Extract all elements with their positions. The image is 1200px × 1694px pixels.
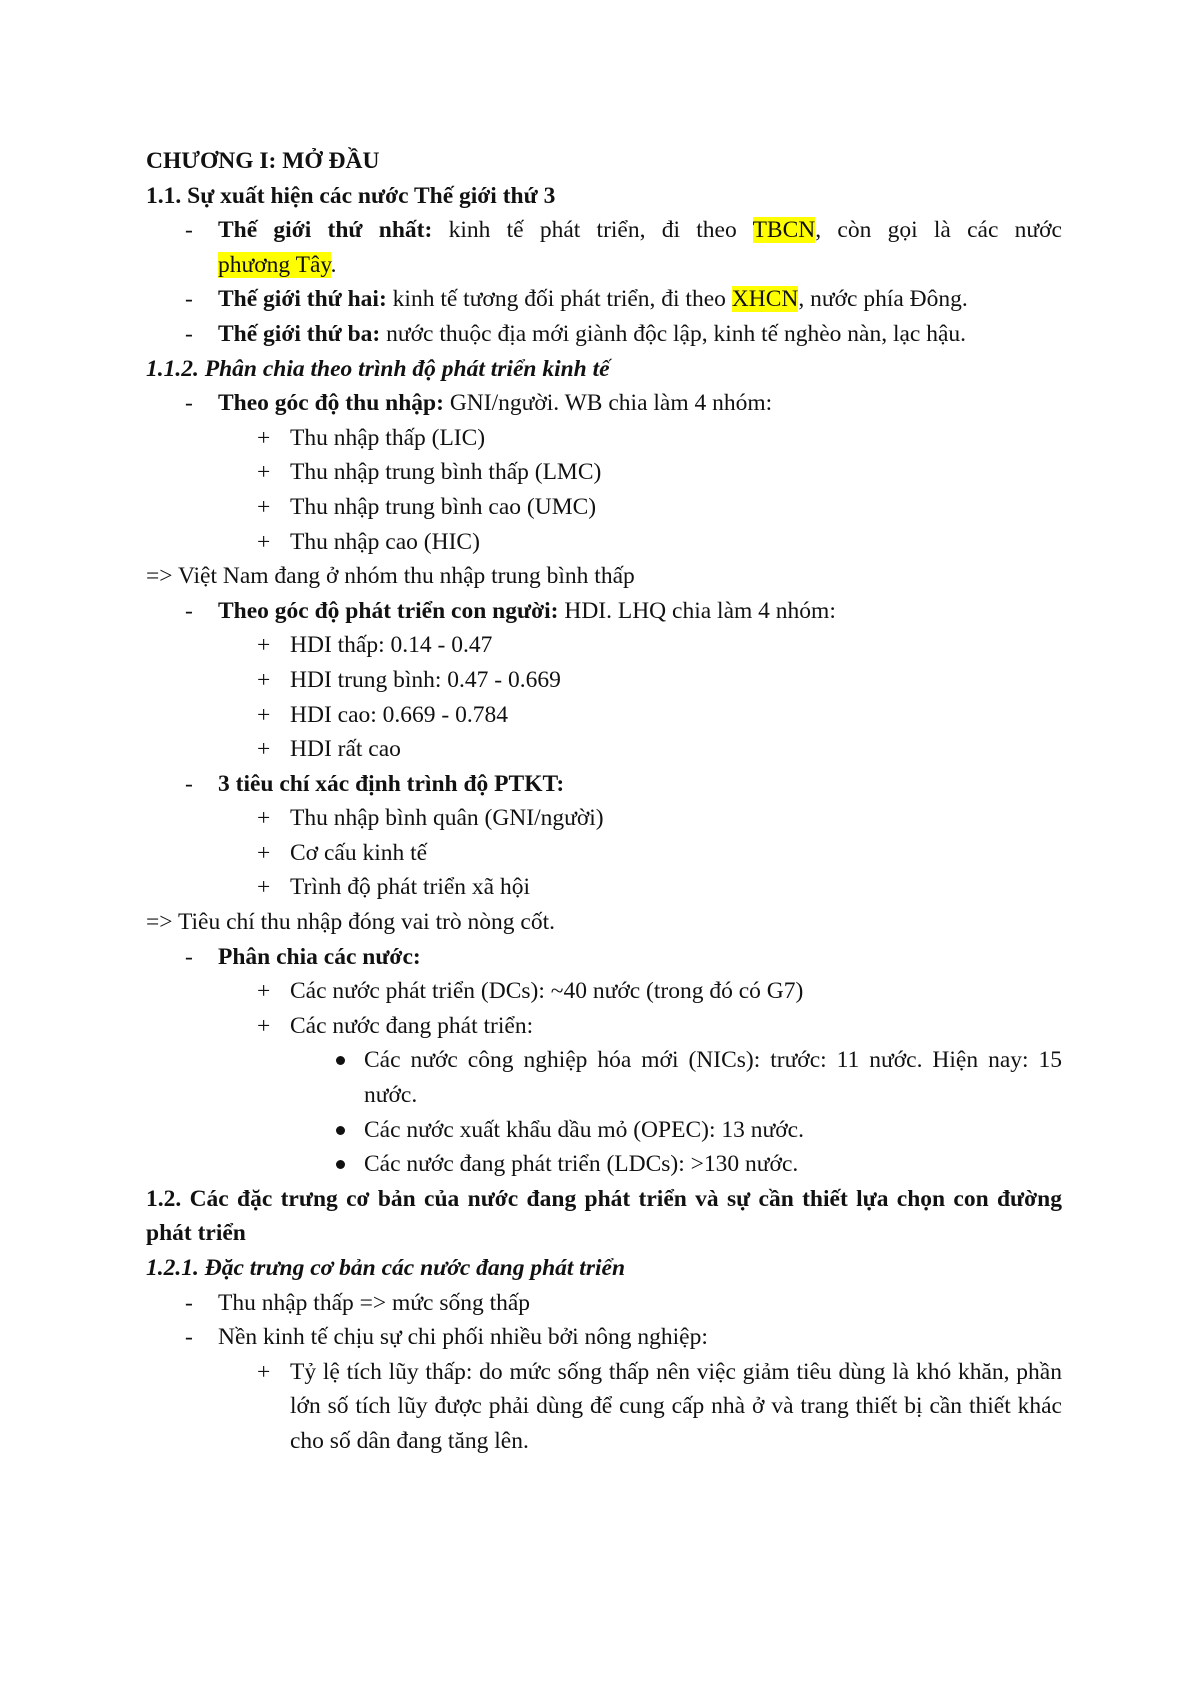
bullet-item (364, 1043, 1062, 1112)
plus-marker: + (257, 701, 271, 728)
criteria-sub-text: Thu nhập bình quân (GNI/người) (290, 805, 604, 832)
income-sub-item (257, 525, 1062, 560)
dash-marker: - (185, 286, 193, 313)
criteria-sub-item (257, 870, 1062, 905)
dash-marker: - (185, 217, 193, 244)
highlight-phuong-tay: phương Tây (218, 251, 331, 278)
chapter-title: CHƯƠNG I: MỞ ĐẦU (146, 148, 380, 174)
hdi-label: Theo góc độ phát triển con người: (218, 597, 559, 624)
plus-marker: + (257, 736, 271, 763)
criteria-sub-item (257, 836, 1062, 871)
income-sub-text: Thu nhập trung bình thấp (LMC) (290, 459, 602, 486)
hdi-sub-text: HDI cao: 0.669 - 0.784 (290, 701, 508, 728)
world-two-item (185, 282, 1062, 317)
plus-marker: + (257, 1358, 271, 1385)
highlight-tbcn: TBCN (752, 217, 816, 244)
classify-label: Phân chia các nước: (218, 943, 421, 970)
developed-text: Các nước phát triển (DCs): ~40 nước (trong đó có G7) (290, 978, 804, 1005)
hdi-sub-text: HDI rất cao (290, 736, 401, 763)
section-1-1-2-title: 1.1.2. Phân chia theo trình độ phát triển kinh tế (146, 355, 610, 382)
feature-sub-item (257, 1355, 1062, 1459)
plus-marker: + (257, 978, 271, 1005)
plus-marker: + (257, 839, 271, 866)
plus-marker: + (257, 805, 271, 832)
income-label: Theo góc độ thu nhập: (218, 390, 444, 417)
hdi-sub-text: HDI trung bình: 0.47 - 0.669 (290, 666, 561, 693)
world-three-text: nước thuộc địa mới giành độc lập, kinh tế nghèo nàn, lạc hậu. (380, 320, 967, 347)
criteria-conclusion: => Tiêu chí thu nhập đóng vai trò nòng cốt. (146, 909, 556, 936)
classify-sub-item (257, 974, 1062, 1009)
income-sub-text: Thu nhập trung bình cao (UMC) (290, 493, 597, 520)
dash-marker: - (185, 943, 193, 970)
income-sub-text: Thu nhập cao (HIC) (290, 528, 480, 555)
bullet-dot-icon (336, 1126, 345, 1135)
hdi-sub-item (257, 732, 1062, 767)
world-two-text-b: , nước phía Đông. (798, 286, 968, 313)
feature-text: Nền kinh tế chịu sự chi phối nhiều bởi nông nghiệp: (218, 1324, 708, 1351)
plus-marker: + (257, 1012, 271, 1039)
plus-marker: + (257, 459, 271, 486)
nics-text: Các nước công nghiệp hóa mới (NICs): trước: 11 nước. Hiện nay: 15 nước. (364, 1047, 1062, 1109)
developing-text: Các nước đang phát triển: (290, 1012, 534, 1039)
plus-marker: + (257, 528, 271, 555)
hdi-text: HDI. LHQ chia làm 4 nhóm: (558, 597, 836, 624)
criteria-label: 3 tiêu chí xác định trình độ PTKT: (218, 770, 565, 797)
hdi-sub-item (257, 663, 1062, 698)
plus-marker: + (257, 874, 271, 901)
feature-item (185, 1286, 1062, 1321)
income-sub-item (257, 455, 1062, 490)
plus-marker: + (257, 666, 271, 693)
criteria-sub-item (257, 801, 1062, 836)
ldcs-text: Các nước đang phát triển (LDCs): >130 nước. (364, 1151, 799, 1178)
income-sub-item (257, 421, 1062, 456)
plus-marker: + (257, 424, 271, 451)
income-sub-item (257, 490, 1062, 525)
bullet-item (364, 1147, 1062, 1182)
bullet-dot-icon (336, 1160, 345, 1169)
dash-marker: - (185, 597, 193, 624)
plus-marker: + (257, 493, 271, 520)
dash-marker: - (185, 770, 193, 797)
dash-marker: - (185, 1324, 193, 1351)
criteria-sub-text: Trình độ phát triển xã hội (290, 874, 530, 901)
income-sub-text: Thu nhập thấp (LIC) (290, 424, 486, 451)
opec-text: Các nước xuất khẩu dầu mỏ (OPEC): 13 nước. (364, 1116, 804, 1143)
feature-item (185, 1320, 1062, 1355)
world-one-item (185, 213, 1062, 282)
criteria-item (185, 767, 1062, 802)
classify-item (185, 940, 1062, 975)
world-one-line (218, 213, 1062, 248)
income-conclusion: => Việt Nam đang ở nhóm thu nhập trung bình thấp (146, 563, 635, 590)
world-one-text-c: . (330, 251, 337, 278)
hdi-sub-text: HDI thấp: 0.14 - 0.47 (290, 632, 493, 659)
world-one-text-b: , còn gọi là các nước (815, 217, 1062, 244)
world-three-item (185, 317, 1062, 352)
world-one-label: Thế giới thứ nhất: (218, 217, 433, 244)
section-1-1-title: 1.1. Sự xuất hiện các nước Thế giới thứ 3 (146, 182, 556, 209)
income-text: GNI/người. WB chia làm 4 nhóm: (443, 390, 773, 417)
dash-marker: - (185, 390, 193, 417)
world-one-line-2 (218, 248, 1062, 283)
classify-sub-item (257, 1009, 1062, 1044)
highlight-xhcn: XHCN (731, 286, 799, 313)
criteria-sub-text: Cơ cấu kinh tế (290, 839, 428, 866)
plus-marker: + (257, 632, 271, 659)
dash-marker: - (185, 1289, 193, 1316)
bullet-dot-icon (336, 1056, 345, 1065)
world-three-label: Thế giới thứ ba: (218, 320, 381, 347)
feature-sub-text: Tỷ lệ tích lũy thấp: do mức sống thấp nên việc giảm tiêu dùng là khó khăn, phần lớn số tích lũy được phải dùng để cung cấp nhà ở và trang thiết bị cần thiết khác cho số dân đang tăng lên. (290, 1358, 1062, 1454)
dash-marker: - (185, 320, 193, 347)
income-item (185, 386, 1062, 421)
hdi-sub-item (257, 628, 1062, 663)
world-two-label: Thế giới thứ hai: (218, 286, 387, 313)
hdi-item (185, 594, 1062, 629)
hdi-sub-item (257, 698, 1062, 733)
feature-text: Thu nhập thấp => mức sống thấp (218, 1289, 531, 1316)
world-one-text-a: kinh tế phát triển, đi theo (432, 217, 753, 244)
section-1-2-title: 1.2. Các đặc trưng cơ bản của nước đang phát triển và sự cần thiết lựa chọn con đường phát triển (146, 1185, 1062, 1247)
bullet-item (364, 1113, 1062, 1148)
section-1-2-1-title: 1.2.1. Đặc trưng cơ bản các nước đang phát triển (146, 1255, 626, 1281)
world-two-text-a: kinh tế tương đối phát triển, đi theo (386, 286, 732, 313)
